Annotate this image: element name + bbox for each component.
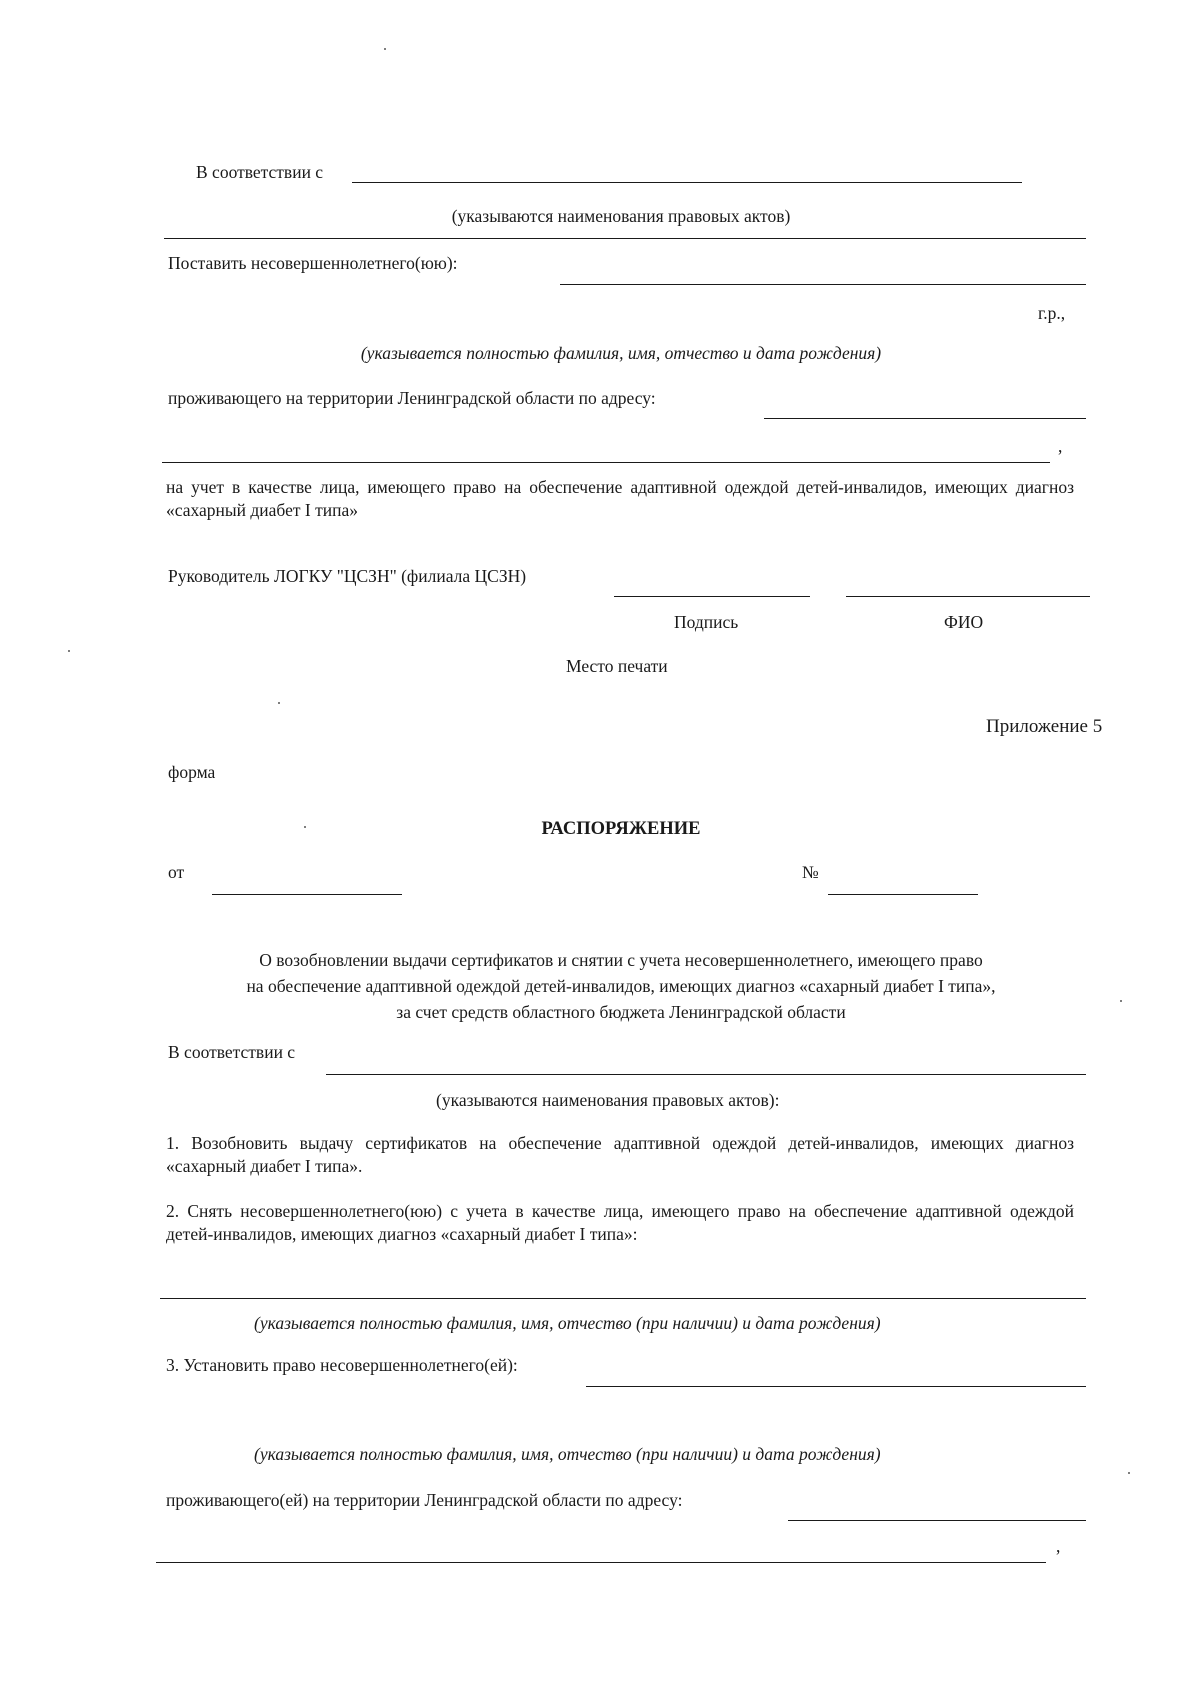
- minor-name-field-line-3: [586, 1386, 1086, 1387]
- scan-speck: [1120, 1000, 1122, 1002]
- item-3: 3. Установить право несовершеннолетнего(ей):: [166, 1355, 518, 1375]
- fio-caption: ФИО: [944, 612, 984, 632]
- legal-acts-note-2: (указываются наименования правовых актов):: [436, 1090, 780, 1110]
- legal-acts-note: (указываются наименования правовых актов): [451, 206, 791, 226]
- address-comma-2: ,: [1056, 1536, 1061, 1556]
- signature-field-line: [614, 596, 810, 597]
- register-minor-label: Поставить несовершеннолетнего(юю):: [168, 253, 458, 273]
- form-label: форма: [168, 762, 216, 782]
- subject-line-2: на обеспечение адаптивной одеждой детей-инвалидов, имеющих диагноз «сахарный диабет I типа»,: [246, 976, 996, 996]
- subject-line-3: за счет средств областного бюджета Ленинградской области: [396, 1002, 846, 1022]
- legal-acts-continuation-line: [164, 238, 1086, 239]
- in-accordance-label-2: В соответствии с: [168, 1042, 296, 1062]
- full-name-note-3: (указывается полностью фамилия, имя, отчество (при наличии) и дата рождения): [254, 1444, 881, 1464]
- number-label: №: [802, 862, 819, 882]
- scan-speck: [1128, 1472, 1130, 1474]
- document-title: РАСПОРЯЖЕНИЕ: [541, 819, 701, 839]
- scan-speck: [384, 48, 386, 50]
- minor-name-field-line: [560, 284, 1086, 285]
- date-from-label: от: [168, 862, 185, 882]
- item-1: 1. Возобновить выдачу сертификатов на обеспечение адаптивной одеждой детей-инвалидов, имеющих диагноз «сахарный диабет I типа».: [166, 1133, 1074, 1176]
- item-2: 2. Снять несовершеннолетнего(юю) с учета в качестве лица, имеющего право на обеспечение адаптивной одеждой детей-инвалидов, имеющих диагноз «сахарный диабет I типа»:: [166, 1201, 1074, 1244]
- full-name-note-2: (указывается полностью фамилия, имя, отчество (при наличии) и дата рождения): [254, 1313, 881, 1333]
- residing-address-label-2: проживающего(ей) на территории Ленинградской области по адресу:: [166, 1490, 683, 1510]
- fio-field-line: [846, 596, 1090, 597]
- scan-speck: [68, 650, 70, 652]
- head-label: Руководитель ЛОГКУ "ЦСЗН" (филиала ЦСЗН): [168, 566, 527, 586]
- address-continuation-line: [162, 462, 1050, 463]
- seal-place-caption: Место печати: [566, 656, 668, 676]
- appendix-label: Приложение 5: [986, 716, 1103, 737]
- legal-acts-field-line-2: [326, 1074, 1086, 1075]
- scan-speck: [278, 702, 280, 704]
- address-field-line-2: [788, 1520, 1086, 1521]
- residing-address-label: проживающего на территории Ленинградской области по адресу:: [168, 388, 656, 408]
- legal-acts-field-line: [352, 182, 1022, 183]
- in-accordance-label: В соответствии с: [196, 162, 324, 182]
- address-comma: ,: [1058, 436, 1063, 456]
- minor-name-field-line-2: [160, 1298, 1086, 1299]
- address-continuation-line-2: [156, 1562, 1046, 1563]
- subject-line-1: О возобновлении выдачи сертификатов и снятии с учета несовершеннолетнего, имеющего право: [259, 950, 983, 970]
- number-field-line: [828, 894, 978, 895]
- date-field-line: [212, 894, 402, 895]
- scan-speck: [304, 826, 306, 828]
- address-field-line: [764, 418, 1086, 419]
- full-name-note: (указывается полностью фамилия, имя, отчество и дата рождения): [360, 343, 882, 363]
- signature-caption: Подпись: [674, 612, 739, 632]
- birth-year-abbr: г.р.,: [1038, 303, 1066, 323]
- registration-text: на учет в качестве лица, имеющего право на обеспечение адаптивной одеждой детей-инвалидов, имеющих диагноз «сахарный диабет I типа»: [166, 477, 1074, 520]
